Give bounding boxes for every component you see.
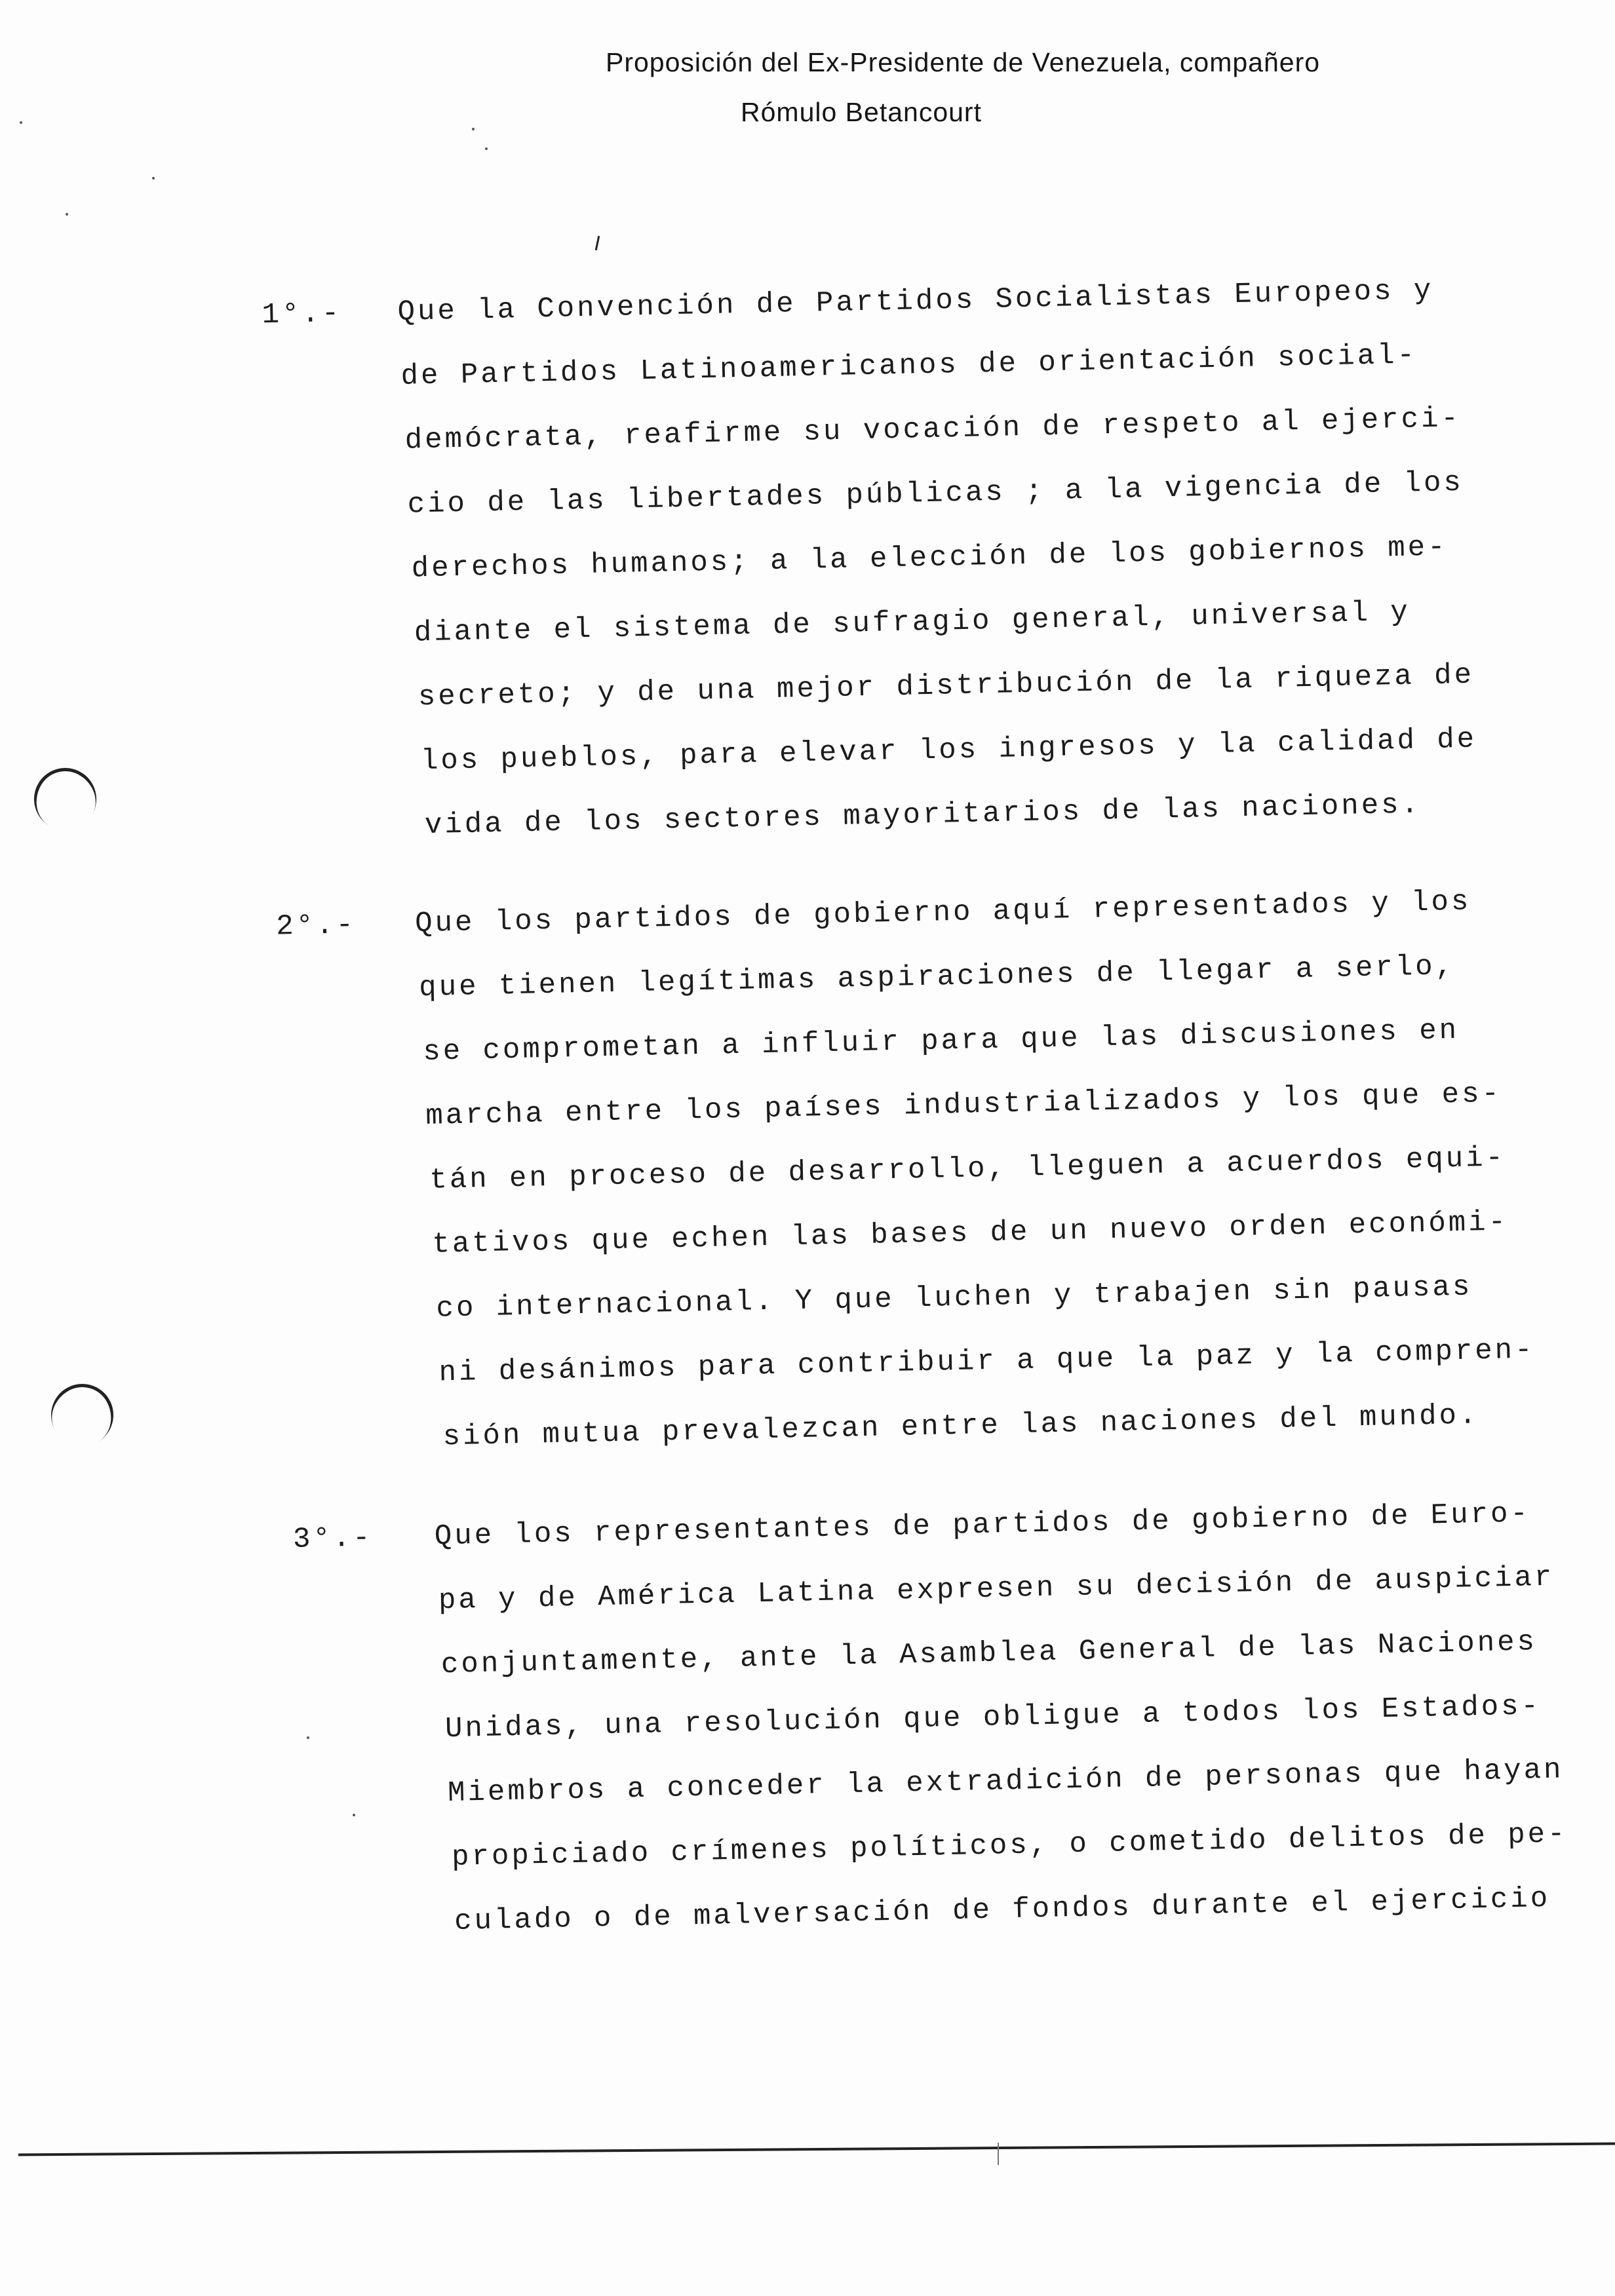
paragraph-line: sión mutua prevalezcan entre las naciones del mundo. <box>442 1399 1479 1454</box>
paragraph-line: Unidas, una resolución que obligue a todos los Estados- <box>444 1690 1542 1746</box>
document-title-line-1: Proposición del Ex-Presidente de Venezuela, compañero <box>606 47 1321 77</box>
scan-speck <box>152 177 155 180</box>
scan-speck <box>485 147 488 150</box>
paragraph-line: Que los partidos de gobierno aquí representados y los <box>414 885 1471 941</box>
scan-speck <box>353 1814 355 1816</box>
paragraph-line: Que la Convención de Partidos Socialistas Europeos y <box>397 274 1434 329</box>
paragraph-line: marcha entre los países industrializados y los que es- <box>425 1077 1502 1133</box>
paragraph-line: tativos que echen las bases de un nuevo orden económi- <box>431 1206 1509 1261</box>
paragraph-line: ni desánimos para contribuir a que la paz y la compren- <box>438 1333 1536 1390</box>
scan-speck <box>20 121 22 124</box>
paragraph-line: que tienen legítimas aspiraciones de llegar a serlo, <box>418 949 1456 1005</box>
paragraph-line: Que los representantes de partidos de gobierno de Euro- <box>434 1497 1531 1554</box>
scan-speck <box>472 128 475 130</box>
paragraph-line: cio de las libertades públicas ; a la vigencia de los <box>407 466 1464 522</box>
paragraph-line: co internacional. Y que luchen y trabajen sin pausas <box>436 1271 1473 1326</box>
punch-hole-mark <box>23 757 108 842</box>
paragraph-line: tán en proceso de desarrollo, lleguen a acuerdos equi- <box>429 1141 1506 1197</box>
paragraph-line: diante el sistema de sufragio general, universal y <box>414 596 1411 650</box>
paragraph-number: 3°.- <box>292 1521 374 1556</box>
paragraph-line: demócrata, reafirme su vocación de respeto al ejerci- <box>404 402 1462 457</box>
scan-speck <box>66 213 68 216</box>
paragraph-line: pa y de América Latina expresen su decisión de auspiciar <box>438 1561 1555 1618</box>
paragraph-line: los pueblos, para elevar los ingresos y la calidad de <box>420 723 1477 778</box>
punch-hole-mark <box>40 1373 125 1458</box>
paragraph-line: culado o de malversación de fondos durante el ejercicio <box>454 1882 1551 1938</box>
paragraph-line: vida de los sectores mayoritarios de las naciones. <box>424 788 1422 843</box>
paragraph-line: se comprometan a influir para que las discusiones en <box>422 1014 1460 1069</box>
document-title-line-2: Rómulo Betancourt <box>741 97 982 127</box>
paragraph-line: Miembros a conceder la extradición de personas que hayan <box>447 1753 1564 1810</box>
paragraph-number: 2°.- <box>275 909 357 944</box>
paragraph-line: secreto; y de una mejor distribución de la riqueza de <box>418 659 1475 714</box>
footer-rule <box>18 2142 1615 2156</box>
paragraph-line: de Partidos Latinoamericanos de orientación social- <box>400 339 1418 393</box>
paragraph-line: conjuntamente, ante la Asamblea General de las Naciones <box>440 1626 1538 1682</box>
paragraph-number: 1°.- <box>262 297 342 332</box>
footer-tick <box>998 2143 999 2165</box>
paragraph-line: derechos humanos; a la elección de los gobiernos me- <box>411 531 1449 586</box>
stray-mark <box>595 236 600 250</box>
scan-speck <box>307 1736 309 1739</box>
paragraph-line: propiciado crímenes políticos, o cometido delitos de pe- <box>451 1818 1568 1874</box>
